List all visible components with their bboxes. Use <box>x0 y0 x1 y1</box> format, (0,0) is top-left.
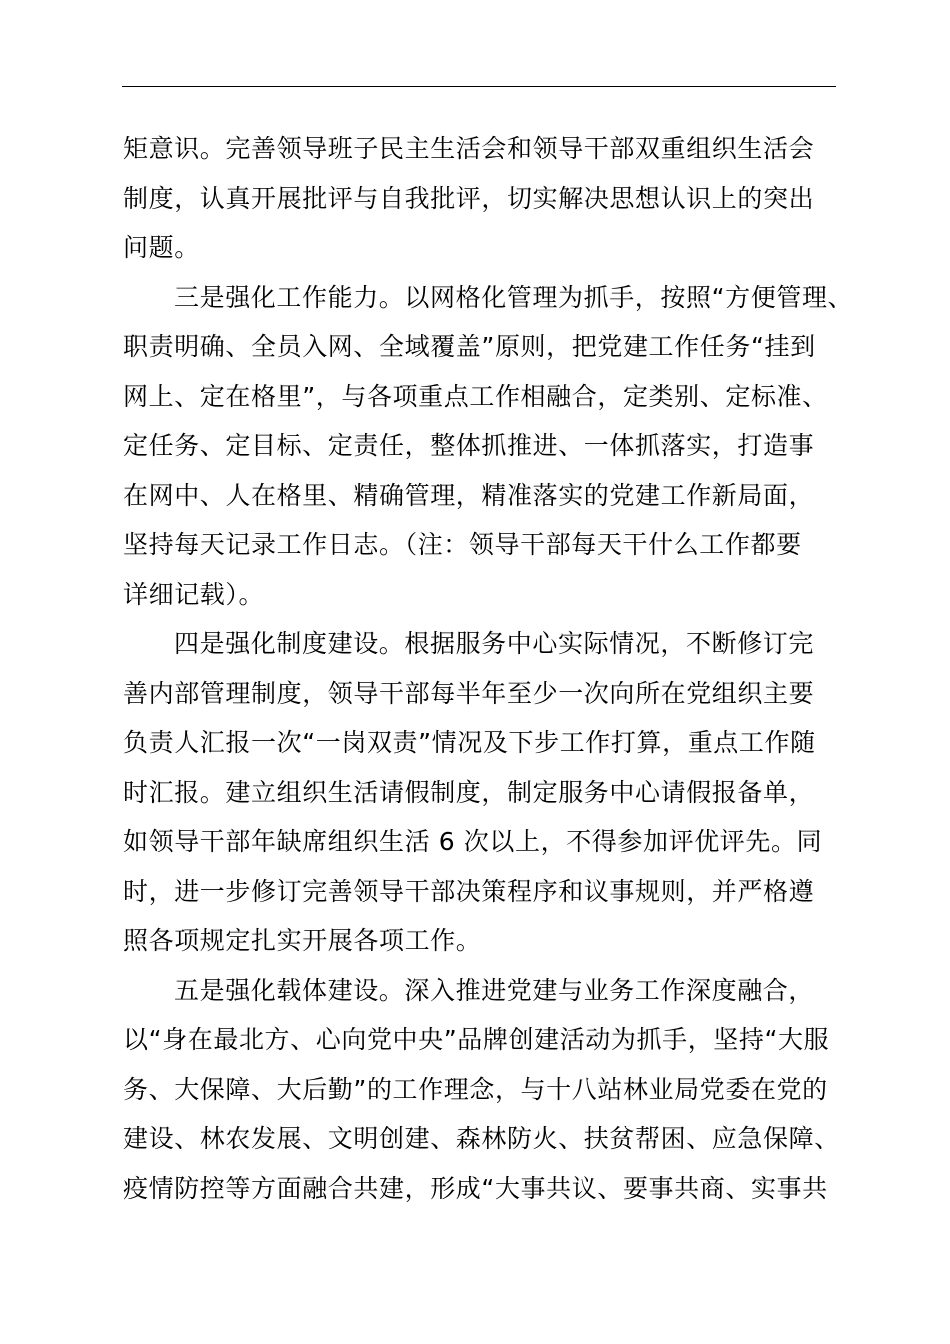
text-line: 在网中、人在格里、精确管理，精准落实的党建工作新局面， <box>123 480 815 510</box>
paragraph-start-line: 三是强化工作能力。以网格化管理为抓手，按照“方便管理、 <box>174 282 854 312</box>
text-line: 善内部管理制度，领导干部每半年至少一次向所在党组织主要 <box>123 678 815 708</box>
text-line: 时，进一步修订完善领导干部决策程序和议事规则，并严格遵 <box>123 876 815 906</box>
document-body <box>123 124 854 1213</box>
text-line: 建设、林农发展、文明创建、森林防火、扶贫帮困、应急保障、 <box>123 1124 840 1153</box>
text-line: 疫情防控等方面融合共建，形成“大事共议、要事共商、实事共 <box>123 1173 828 1203</box>
text-line: 问题。 <box>123 233 200 262</box>
text-line: 详细记载）。 <box>123 579 265 609</box>
text-line: 负责人汇报一次“一岗双责”情况及下步工作打算，重点工作随 <box>123 728 816 757</box>
text-line: 务、大保障、大后勤”的工作理念，与十八站林业局党委在党的 <box>123 1074 828 1104</box>
text-line: 如领导干部年缺席组织生活 6 次以上，不得参加评优评先。同 <box>123 827 823 856</box>
text-line: 以“身在最北方、心向党中央”品牌创建活动为抓手，坚持“大服 <box>123 1025 830 1054</box>
text-line: 照各项规定扎实开展各项工作。 <box>123 926 482 955</box>
text-line: 网上、定在格里”，与各项重点工作相融合，定类别、定标准、 <box>123 381 828 411</box>
text-line: 矩意识。完善领导班子民主生活会和领导干部双重组织生活会 <box>123 134 815 163</box>
paragraph-start-line: 五是强化载体建设。深入推进党建与业务工作深度融合， <box>174 975 815 1005</box>
text-line: 时汇报。建立组织生活请假制度，制定服务中心请假报备单， <box>123 777 815 807</box>
text-line: 职责明确、全员入网、全域覆盖”原则，把党建工作任务“挂到 <box>123 332 816 361</box>
paragraph-start-line: 四是强化制度建设。根据服务中心实际情况，不断修订完 <box>174 629 815 658</box>
text-line: 制度，认真开展批评与自我批评，切实解决思想认识上的突出 <box>123 183 815 213</box>
header-rule <box>122 86 836 87</box>
text-line: 坚持每天记录工作日志。（注：领导干部每天干什么工作都要 <box>123 530 802 559</box>
text-line: 定任务、定目标、定责任，整体抓推进、一体抓落实，打造事 <box>123 431 815 460</box>
